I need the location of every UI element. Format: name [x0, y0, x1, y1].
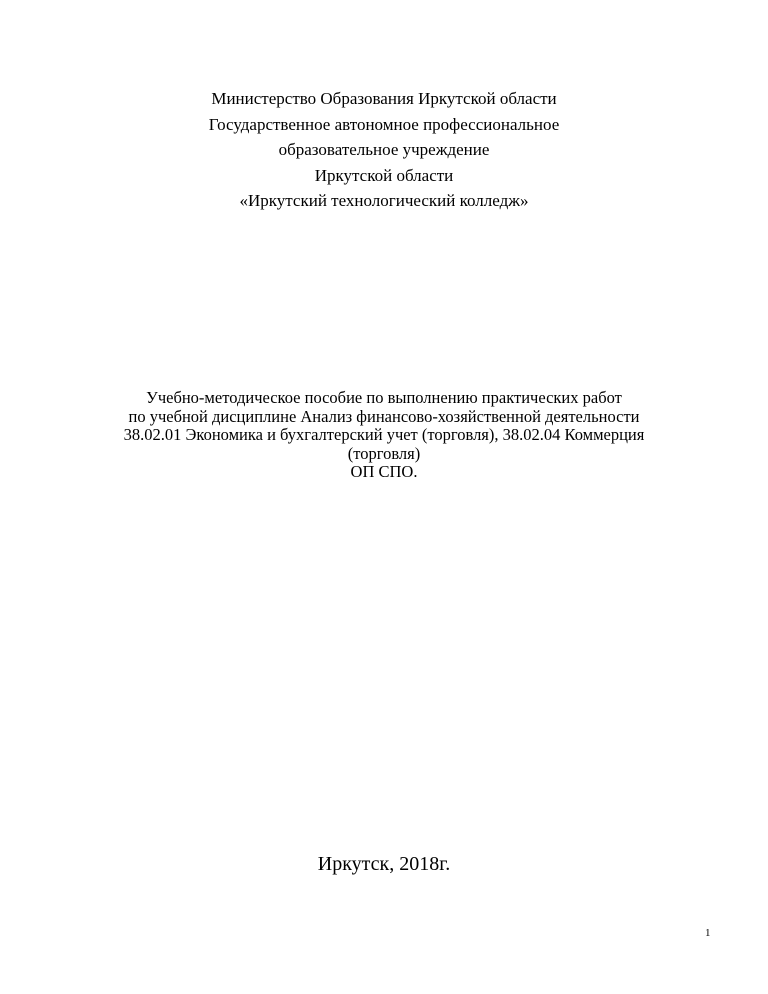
city-year: Иркутск, 2018г.	[317, 853, 451, 875]
region-line: Иркутской области	[314, 165, 454, 185]
college-name-line: «Иркутский технологический колледж»	[239, 191, 529, 211]
title-line-1: Учебно-методическое пособие по выполнению практических работ	[146, 388, 622, 407]
institution-type-line: Государственное автономное профессиональное	[208, 114, 560, 134]
ministry-line: Министерство Образования Иркутской области	[211, 89, 557, 108]
institution-type-line-cont: образовательное учреждение	[278, 140, 490, 160]
title-line-5: ОП СПО.	[350, 462, 418, 482]
document-title	[0, 389, 768, 482]
title-line-4: (торговля)	[347, 443, 421, 463]
title-line-3: 38.02.01 Экономика и бухгалтерский учет (торговля), 38.02.04 Коммерция	[123, 425, 645, 445]
title-line-2: по учебной дисциплине Анализ финансово-хозяйственной деятельности	[128, 406, 640, 426]
page-number: 1	[705, 927, 711, 939]
institution-header	[0, 86, 768, 214]
